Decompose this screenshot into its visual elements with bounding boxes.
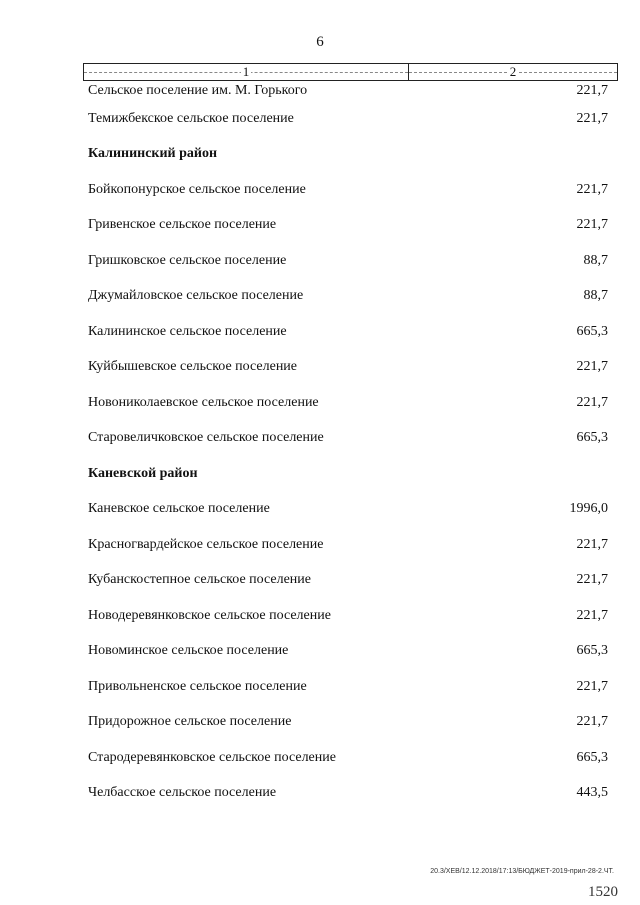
amount-value: 88,7 [583, 252, 608, 268]
amount-value: 221,7 [576, 607, 608, 623]
settlement-name: Кубанскостепное сельское поселение [88, 572, 311, 588]
table-row [88, 208, 608, 244]
settlement-name: Придорожное сельское поселение [88, 714, 292, 730]
table-row [88, 563, 608, 599]
amount-value: 221,7 [576, 83, 608, 98]
table-row [88, 81, 608, 101]
amount-value: 221,7 [576, 536, 608, 552]
district-heading-row [88, 137, 608, 173]
amount-value: 88,7 [583, 288, 608, 304]
table-row [88, 598, 608, 634]
table-row [88, 279, 608, 315]
table-row [88, 669, 608, 705]
table-row [88, 705, 608, 741]
amount-value: 665,3 [576, 749, 608, 765]
settlement-name: Калининское сельское поселение [88, 323, 287, 339]
settlement-name: Новоминское сельское поселение [88, 643, 289, 659]
column-header-1-label: 1 [242, 64, 250, 79]
table-row [88, 492, 608, 528]
table-row [88, 172, 608, 208]
table-row [88, 350, 608, 386]
table-row [88, 385, 608, 421]
amount-value: 221,7 [576, 181, 608, 197]
settlement-name: Гривенское сельское поселение [88, 217, 277, 233]
amount-value: 1996,0 [569, 501, 608, 517]
amount-value: 221,7 [576, 217, 608, 233]
settlement-name: Джумайловское сельское поселение [88, 288, 304, 304]
amount-value: 221,7 [576, 572, 608, 588]
column-header-2-label: 2 [509, 64, 517, 79]
amount-value: 665,3 [576, 430, 608, 446]
table-row [88, 527, 608, 563]
amount-value: 665,3 [576, 643, 608, 659]
settlement-name: Каневское сельское поселение [88, 501, 270, 517]
amount-value: 443,5 [576, 785, 608, 801]
amount-value: 221,7 [576, 110, 608, 126]
settlement-name: Гришковское сельское поселение [88, 252, 287, 268]
amount-value: 221,7 [576, 714, 608, 730]
settlement-name: Красногвардейское сельское поселение [88, 536, 324, 552]
amount-value: 221,7 [576, 394, 608, 410]
settlement-name: Сельское поселение им. М. Горького [88, 83, 308, 98]
settlement-name: Стародеревянковское сельское поселение [88, 749, 336, 765]
sheet-number: 1520 [588, 884, 618, 900]
amount-value: 221,7 [576, 678, 608, 694]
table-row [88, 314, 608, 350]
table-header [83, 63, 618, 81]
amount-value: 221,7 [576, 359, 608, 375]
district-name: Каневской район [88, 465, 198, 481]
table-row [88, 421, 608, 457]
settlement-name: Темижбекское сельское поселение [88, 110, 294, 126]
table-row [88, 776, 608, 812]
settlement-name: Привольненское сельское поселение [88, 678, 307, 694]
table-body [88, 81, 608, 811]
settlement-name: Куйбышевское сельское поселение [88, 359, 298, 375]
table-row [88, 101, 608, 137]
district-name: Калининский район [88, 146, 218, 162]
table-row [88, 243, 608, 279]
table-row [88, 740, 608, 776]
page-number: 6 [316, 34, 324, 50]
settlement-name: Новодеревянковское сельское поселение [88, 607, 331, 623]
settlement-name: Бойкопонурское сельское поселение [88, 181, 306, 197]
table-row [88, 634, 608, 670]
district-heading-row [88, 456, 608, 492]
settlement-name: Новониколаевское сельское поселение [88, 394, 319, 410]
settlement-name: Челбасское сельское поселение [88, 785, 277, 801]
amount-value: 665,3 [576, 323, 608, 339]
column-header-2 [409, 64, 617, 80]
document-footer-code: 20.3/ХЕВ/12.12.2018/17:13/БЮДЖЕТ-2019-прил-28-2.ЧТ. [430, 868, 614, 875]
settlement-name: Старовеличковское сельское поселение [88, 430, 324, 446]
column-header-1 [84, 64, 409, 80]
